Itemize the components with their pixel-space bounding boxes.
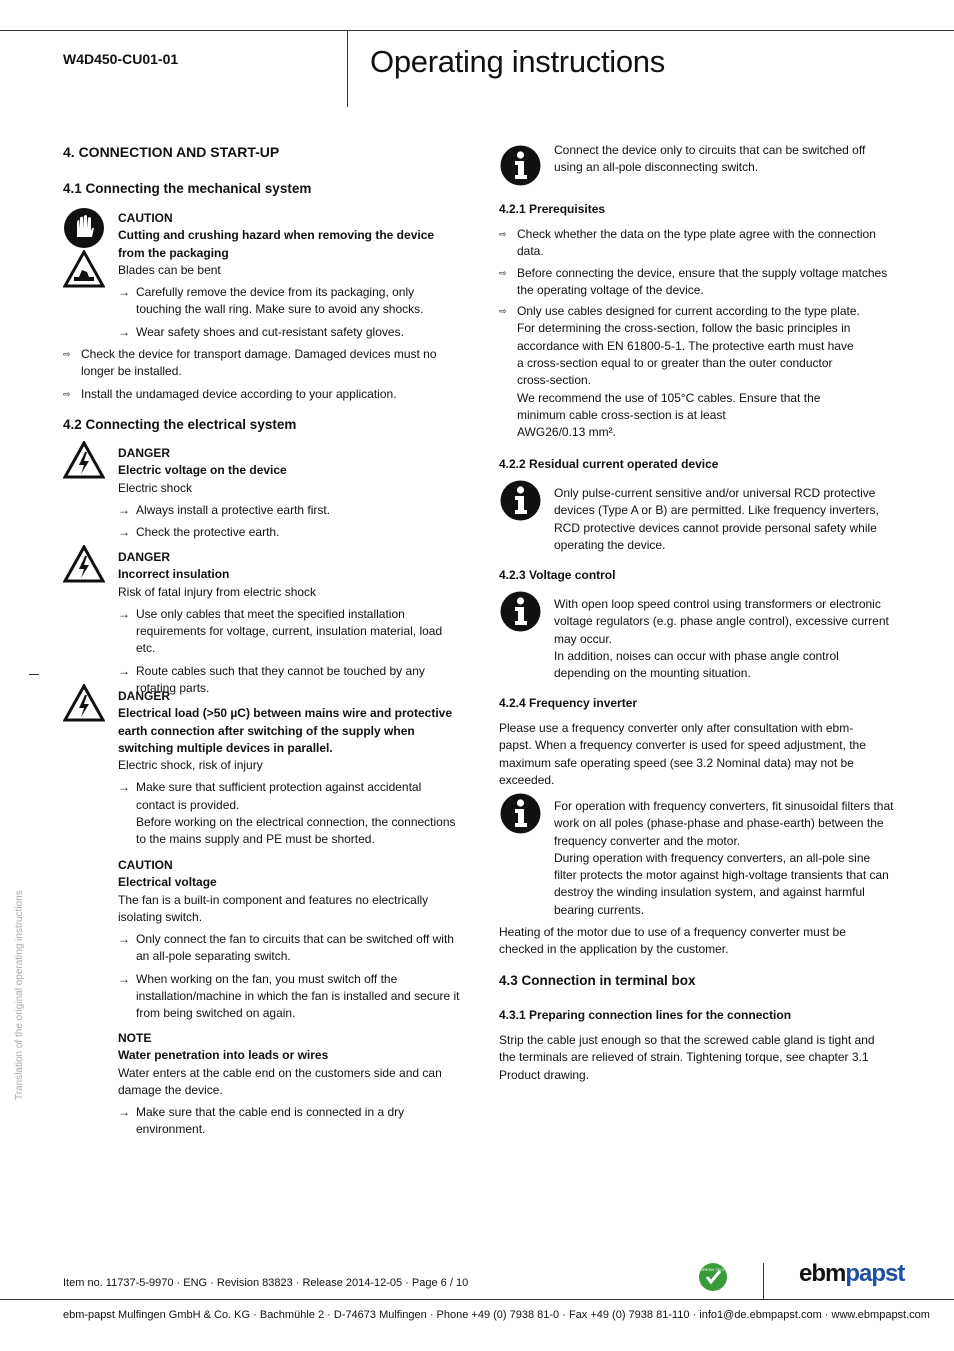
caution-label: CAUTION: [118, 211, 173, 225]
arrow-icon: →: [118, 971, 130, 986]
danger-label: DANGER: [118, 446, 171, 460]
rcd-info: Only pulse-current sensitive and/or universal RCD protective devices (Type A or B) are permitted. Like frequency inverters, RCD protective devices cannot provide personal safety while operating the device.: [554, 486, 879, 552]
caution-desc: Blades can be bent: [118, 262, 221, 277]
ebmpapst-logo: ebmpapst: [799, 1260, 905, 1287]
danger-block-2: [118, 549, 463, 697]
caution-headline: Electrical voltage: [118, 875, 217, 890]
header-divider: [347, 30, 348, 107]
prereq-title: 4.2.1 Prerequisites: [499, 202, 606, 216]
note-desc: Water enters at the cable end on the customers side and can damage the device.: [118, 1065, 442, 1097]
info-icon: [499, 792, 542, 835]
note-block: [118, 1030, 458, 1139]
danger-desc: Risk of fatal injury from electric shock: [118, 584, 317, 599]
model-number: W4D450-CU01-01: [63, 51, 179, 67]
arrow-icon: →: [118, 285, 130, 300]
bullet-arrow-icon: ⇨: [63, 349, 71, 359]
voltage-info: With open loop speed control using transformers or electronic voltage regulators (e.g. phase angle control), excessive current may occur. In addition, noises can occur with phase angle control depending on the mounting situation.: [554, 597, 889, 681]
danger-block-1: [118, 445, 463, 541]
step-item: → Check the protective earth.: [118, 524, 463, 541]
info-text: Connect the device only to circuits that can be switched off using an all-pole disconnecting switch.: [554, 143, 866, 175]
bullet-arrow-icon: ⇨: [499, 229, 507, 239]
svg-text:GREEN TECH: GREEN TECH: [699, 1267, 727, 1272]
footer-rule: [0, 1299, 954, 1300]
info-icon: [499, 144, 542, 187]
prereq-detail: AWG26/0.13 mm².: [517, 425, 616, 440]
side-note: Translation of the original operating instructions: [14, 890, 25, 1100]
step-item: → Always install a protective earth first.: [118, 502, 463, 519]
note-label: NOTE: [118, 1031, 152, 1045]
step-item: → Make sure that the cable end is connected in a dry environment.: [118, 1105, 405, 1137]
step-item: → Carefully remove the device from its packaging, only touching the wall ring. Make sure to avoid any shocks.: [118, 285, 424, 317]
prereq-list: [499, 226, 889, 442]
danger-headline: Electrical load (>50 µC) between mains wire and protective earth connection after switching of the supply when switching multiple devices in parallel.: [118, 706, 453, 755]
gloves-icon: [63, 207, 105, 249]
prereq-detail: We recommend the use of 105°C cables. Ensure that the minimum cable cross-section is at least: [517, 390, 821, 422]
info-icon: [499, 479, 542, 522]
freq-title: 4.2.4 Frequency inverter: [499, 696, 638, 710]
freq-text: Please use a frequency converter only after consultation with ebm-papst. When a frequency converter is used for speed adjustment, the maximum safe operating speed (see 3.2 Nominal data) may not be exceeded.: [499, 721, 866, 787]
step-item: → When working on the fan, you must switch off the installation/machine in which the fan is installed and secure it from being switched on again.: [118, 971, 460, 1021]
caution-label: CAUTION: [118, 858, 173, 872]
terminal-title: 4.3 Connection in terminal box: [499, 973, 696, 988]
freq-text-2: Heating of the motor due to use of a frequency converter must be checked in the application by the customer.: [499, 925, 846, 957]
danger-headline: Electric voltage on the device: [118, 463, 287, 478]
bullet-arrow-icon: ⇨: [499, 306, 507, 317]
rcd-title: 4.2.2 Residual current operated device: [499, 457, 719, 471]
danger-desc: Electric shock: [118, 480, 193, 495]
list-item: ⇨ Check whether the data on the type plate agree with the connection data.: [499, 227, 876, 259]
item-info: Item no. 11737-5-9970 · ENG · Revision 83823 · Release 2014-12-05 · Page 6 / 10: [63, 1277, 469, 1289]
logo-divider: [763, 1263, 764, 1299]
high-voltage-warning-icon: [63, 545, 105, 583]
green-tech-badge: [698, 1262, 728, 1292]
step-item: → Make sure that sufficient protection against accidental contact is provided.: [118, 780, 422, 812]
caution-block-2: [118, 857, 463, 1023]
fold-mark: [29, 674, 39, 675]
arrow-icon: →: [118, 932, 130, 947]
caution-headline: Cutting and crushing hazard when removing the device from the packaging: [118, 228, 435, 260]
freq-info: For operation with frequency converters, fit sinusoidal filters that work on all poles (phase-phase and phase-earth) between the frequency converter and the motor. During operation with frequency converters, an all-pole sine filter protects the motor against high-voltage transients that can destroy the winding insulation system, and against harmful bearing currents.: [554, 799, 894, 917]
arrow-icon: →: [118, 663, 130, 678]
header-rule: [0, 30, 954, 31]
danger-label: DANGER: [118, 689, 171, 703]
step-item: → Wear safety shoes and cut-resistant safety gloves.: [118, 324, 448, 341]
cutting-hazard-icon: [63, 250, 105, 288]
prep-title: 4.3.1 Preparing connection lines for the connection: [499, 1008, 792, 1022]
arrow-icon: →: [118, 324, 130, 339]
list-item: ⇨ Install the undamaged device according to your application.: [63, 386, 443, 403]
step-item: → Only connect the fan to circuits that can be switched off with an all-pole separating switch.: [118, 932, 454, 964]
danger-block-3: [118, 688, 463, 849]
arrow-icon: →: [118, 606, 130, 621]
arrow-icon: →: [118, 525, 130, 540]
step-item: → Route cables such that they cannot be touched by any rotating parts.: [118, 663, 425, 696]
high-voltage-warning-icon: [63, 684, 105, 722]
list-item: ⇨ Before connecting the device, ensure that the supply voltage matches the operating voltage of the device.: [499, 265, 888, 297]
mech-title: 4.1 Connecting the mechanical system: [63, 181, 312, 196]
step-item: → Use only cables that meet the specified installation requirements for voltage, current, insulation material, load etc.: [118, 606, 443, 656]
arrow-icon: →: [118, 1105, 130, 1120]
page-title: Operating instructions: [370, 44, 665, 79]
voltage-title: 4.2.3 Voltage control: [499, 568, 616, 582]
danger-label: DANGER: [118, 550, 171, 564]
elec-title: 4.2 Connecting the electrical system: [63, 417, 297, 432]
list-item: ⇨ Check the device for transport damage. Damaged devices must no longer be installed.: [63, 347, 437, 379]
prereq-detail: For determining the cross-section, follow the basic principles in accordance with EN 61800-5-1. The protective earth must have a cross-section equal to or greater than the outer conductor cross-section.: [517, 321, 854, 388]
danger-headline: Incorrect insulation: [118, 567, 230, 582]
danger-desc: Electric shock, risk of injury: [118, 758, 263, 773]
caution-block-1: [118, 210, 448, 341]
prep-text: Strip the cable just enough so that the screwed cable gland is tight and the terminals are relieved of strain. Tightening torque, see chapter 3.1 Product drawing.: [499, 1033, 875, 1082]
arrow-icon: →: [118, 780, 130, 795]
list-item: ⇨ Only use cables designed for current according to the type plate.: [499, 303, 889, 320]
section-title: 4. CONNECTION AND START-UP: [63, 144, 280, 160]
note-headline: Water penetration into leads or wires: [118, 1048, 329, 1063]
high-voltage-warning-icon: [63, 441, 105, 479]
bullet-arrow-icon: ⇨: [63, 388, 71, 399]
bullet-arrow-icon: ⇨: [499, 267, 507, 278]
arrow-icon: →: [118, 502, 130, 517]
info-icon: [499, 590, 542, 633]
step-continuation: Before working on the electrical connection, the connections to the mains supply and PE must be shorted.: [136, 815, 456, 847]
caution-desc: The fan is a built-in component and features no electrically isolating switch.: [118, 892, 429, 924]
company-info: ebm-papst Mulfingen GmbH & Co. KG · Bachmühle 2 · D-74673 Mulfingen · Phone +49 (0) 7938 81-0 · Fax +49 (0) 7938 81-110 · info1@de.ebmpapst.com · www.ebmpapst.com: [63, 1309, 930, 1321]
mech-bullets: [63, 346, 443, 403]
